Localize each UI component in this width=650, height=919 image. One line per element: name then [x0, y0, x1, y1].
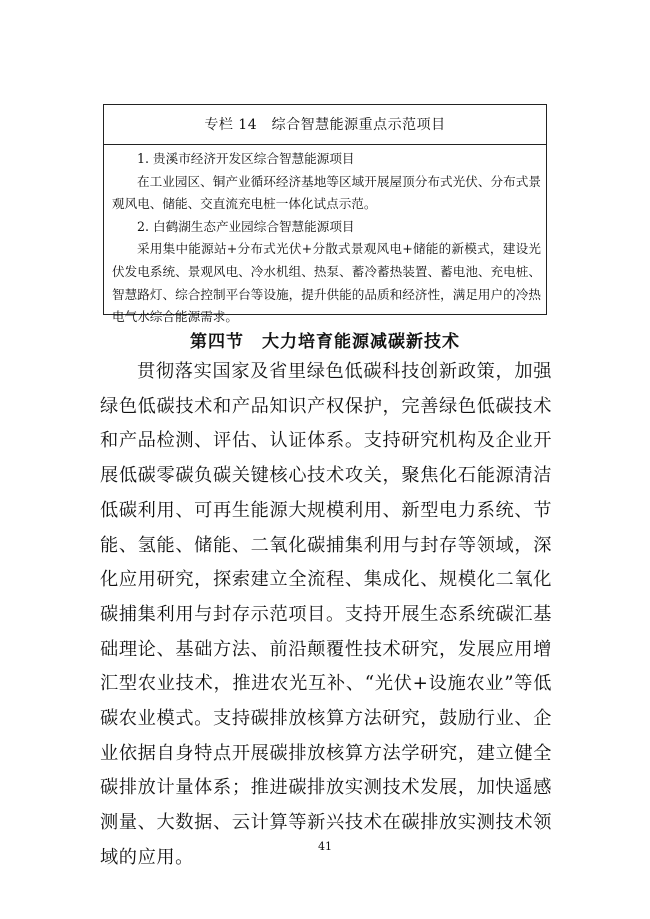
project-1-heading: 1. 贵溪市经济开发区综合智慧能源项目 — [137, 151, 355, 166]
feature-box-body — [104, 145, 546, 329]
feature-box-title: 专栏 14 综合智慧能源重点示范项目 — [104, 105, 546, 145]
project-2-heading: 2. 白鹤湖生态产业园综合智慧能源项目 — [137, 218, 355, 234]
section-heading: 第四节 大力培育能源减碳新技术 — [190, 332, 460, 352]
feature-box — [103, 104, 547, 325]
project-2-description: 采用集中能源站+分布式光伏+分散式景观风电+储能的新模式，建设光伏发电系统、景观风电、冷水机组、热泵、蓄冷蓄热装置、蓄电池、充电桩、智慧路灯、综合控制平台等设施，提升供能的品质和经济性，满足用户的冷热电气水综合能源需求。 — [112, 241, 541, 325]
project-1-description: 在工业园区、铜产业循环经济基地等区域开展屋顶分布式光伏、分布式景观风电、储能、交直流充电桩一体化试点示范。 — [112, 173, 541, 212]
page-number: 41 — [318, 840, 332, 853]
section-paragraph: 贯彻落实国家及省里绿色低碳科技创新政策，加强绿色低碳技术和产品知识产权保护，完善绿色低碳技术和产品检测、评估、认证体系。支持研究机构及企业开展低碳零碳负碳关键核心技术攻关，聚焦化石能源清洁低碳利用、可再生能源大规模利用、新型电力系统、节能、氢能、储能、二氧化碳捕集利用与封存等领域，深化应用研究，探索建立全流程、集成化、规模化二氧化碳捕集利用与封存示范项目。支持开展生态系统碳汇基础理论、基础方法、前沿颠覆性技术研究，发展应用增汇型农业技术，推进农光互补、“光伏+设施农业”等低碳农业模式。支持碳排放核算方法研究，鼓励行业、企业依据自身特点开展碳排放核算方法学研究，建立健全碳排放计量体系；推进碳排放实测技术发展，加快遥感测量、大数据、云计算等新兴技术在碳排放实测技术领域的应用。 — [100, 361, 552, 868]
